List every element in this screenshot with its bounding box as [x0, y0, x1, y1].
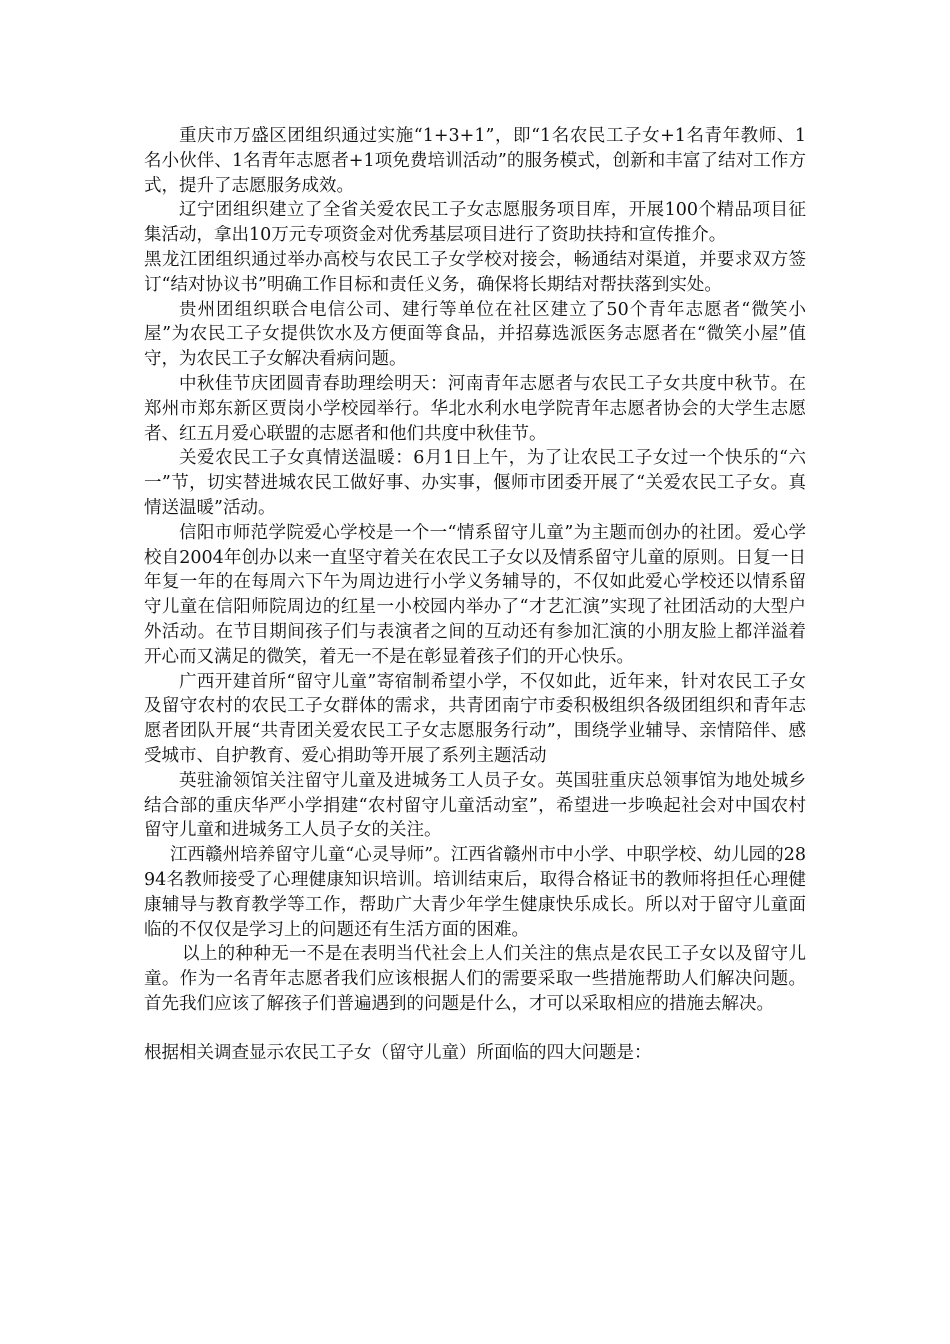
- paragraph-liaoning: 辽宁团组织建立了全省关爱农民工子女志愿服务项目库，开展100个精品项目征集活动，拿出10万元专项资金对优秀基层项目进行了资助扶持和宣传推介。: [144, 200, 806, 246]
- paragraph-yanshi: 关爱农民工子女真情送温暖：6月1日上午，为了让农民工子女过一个快乐的“六一”节，切实替进城农民工做好事、办实事，偃师市团委开展了“关爱农民工子女。真情送温暖”活动。: [144, 448, 806, 518]
- paragraph-xinyang: 信阳市师范学院爱心学校是一个一“情系留守儿童”为主题而创办的社团。爱心学校自2004年创办以来一直坚守着关在农民工子女以及情系留守儿童的原则。日复一日年复一年的在每周六下午为周边进行小学义务辅导的，不仅如此爱心学校还以情系留守儿童在信阳师院周边的红星一小校园内举办了“才艺汇演”实现了社团活动的大型户外活动。在节目期间孩子们与表演者之间的互动还有参加汇演的小朋友脸上都洋溢着开心而又满足的微笑，着无一不是在彰显着孩子们的开心快乐。: [144, 522, 806, 667]
- document-body: [144, 124, 806, 1065]
- paragraph-heilongjiang: 黑龙江团组织通过举办高校与农民工子女学校对接会，畅通结对渠道，并要求双方签订“结对协议书”明确工作目标和责任义务，确保将长期结对帮扶落到实处。: [144, 249, 806, 295]
- paragraph-jiangxi: 江西赣州培养留守儿童“心灵导师”。江西省赣州市中小学、中职学校、幼儿园的2894名教师接受了心理健康知识培训。培训结束后，取得合格证书的教师将担任心理健康辅导与教育教学等工作，帮助广大青少年学生健康快乐成长。所以对于留守儿童面临的不仅仅是学习上的问题还有生活方面的困难。: [144, 845, 806, 940]
- paragraph-summary: 以上的种种无一不是在表明当代社会上人们关注的焦点是农民工子女以及留守儿童。作为一名青年志愿者我们应该根据人们的需要采取一些措施帮助人们解决问题。首先我们应该了解孩子们普遍遇到的问题是什么，才可以采取相应的措施去解决。: [144, 944, 806, 1014]
- paragraph-guizhou: 贵州团组织联合电信公司、建行等单位在社区建立了50个青年志愿者“微笑小屋”为农民工子女提供饮水及方便面等食品，并招募选派医务志愿者在“微笑小屋”值守，为农民工子女解决看病问题。: [144, 299, 806, 370]
- paragraph-guangxi: 广西开建首所“留守儿童”寄宿制希望小学，不仅如此，近年来，针对农民工子女及留守农村的农民工子女群体的需求，共青团南宁市委积极组织各级团组织和青年志愿者团队开展“共青团关爱农民工子女志愿服务行动”，围绕学业辅导、亲情陪伴、感受城市、自护教育、爱心捐助等开展了系列主题活动: [144, 671, 806, 766]
- paragraph-wansheng: 重庆市万盛区团组织通过实施“1+3+1”，即“1名农民工子女+1名青年教师、1名小伙伴、1名青年志愿者+1项免费培训活动”的服务模式，创新和丰富了结对工作方式，提升了志愿服务成效。: [144, 126, 806, 196]
- paragraph-four-problems-intro: 根据相关调查显示农民工子女（留守儿童）所面临的四大问题是：: [144, 1042, 652, 1063]
- paragraph-uk-consulate: 英驻渝领馆关注留守儿童及进城务工人员子女。英国驻重庆总领事馆为地处城乡结合部的重庆华严小学捐建“农村留守儿童活动室”，希望进一步唤起社会对中国农村留守儿童和进城务工人员子女的关注。: [144, 770, 806, 841]
- paragraph-henan-midautumn: 中秋佳节庆团圆青春助理绘明天：河南青年志愿者与农民工子女共度中秋节。在郑州市郑东新区贾岗小学校园举行。华北水利水电学院青年志愿者协会的大学生志愿者、红五月爱心联盟的志愿者和他们共度中秋佳节。: [144, 373, 806, 444]
